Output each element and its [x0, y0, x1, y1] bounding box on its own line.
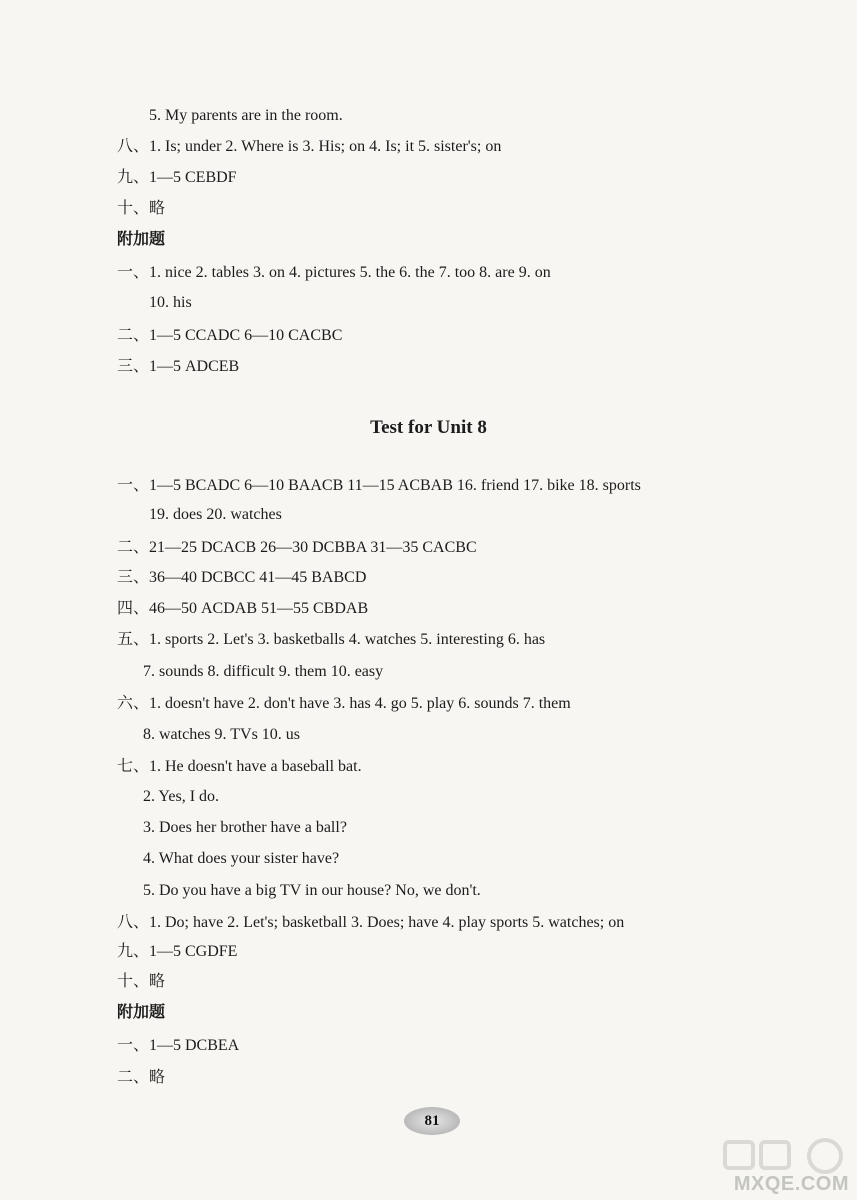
page-number: 81 — [404, 1107, 460, 1135]
answer-line: 四、46—50 ACDAB 51—55 CBDAB — [117, 600, 369, 617]
answer-line: 一、1. nice 2. tables 3. on 4. pictures 5. the 6. the 7. too 8. are 9. on — [117, 264, 551, 281]
answer-line: 七、1. He doesn't have a baseball bat. — [117, 758, 362, 775]
answer-line: 六、1. doesn't have 2. don't have 3. has 4. go 5. play 6. sounds 7. them — [117, 695, 571, 712]
answer-line: 三、36—40 DCBCC 41—45 BABCD — [117, 569, 367, 586]
answer-line: 3. Does her brother have a ball? — [143, 819, 347, 836]
answer-line: 二、21—25 DCACB 26—30 DCBBA 31—35 CACBC — [117, 539, 477, 556]
answer-line: 十、略 — [117, 973, 166, 990]
answer-line: 7. sounds 8. difficult 9. them 10. easy — [143, 663, 384, 680]
answer-line: 5. Do you have a big TV in our house? No, we don't. — [143, 882, 481, 899]
answer-line: 十、略 — [117, 200, 166, 217]
answer-line: 一、1—5 BCADC 6—10 BAACB 11—15 ACBAB 16. friend 17. bike 18. sports — [117, 477, 641, 494]
answer-line: 二、略 — [117, 1069, 166, 1086]
answer-line: 二、1—5 CCADC 6—10 CACBC — [117, 327, 343, 344]
answer-line: 九、1—5 CEBDF — [117, 169, 237, 186]
answer-line: 三、1—5 ADCEB — [117, 358, 240, 375]
answer-line: 九、1—5 CGDFE — [117, 943, 238, 960]
answer-line: 10. his — [149, 294, 192, 311]
answer-line: 19. does 20. watches — [149, 506, 282, 523]
answer-line: 4. What does your sister have? — [143, 850, 340, 867]
answer-line: 2. Yes, I do. — [143, 788, 220, 805]
answer-line: 五、1. sports 2. Let's 3. basketballs 4. watches 5. interesting 6. has — [117, 631, 546, 648]
bonus-heading: 附加题 — [117, 1004, 166, 1021]
watermark-text: MXQE.COM — [733, 1173, 849, 1195]
answer-line: 一、1—5 DCBEA — [117, 1037, 240, 1054]
answer-line: 八、1. Do; have 2. Let's; basketball 3. Does; have 4. play sports 5. watches; on — [117, 914, 625, 931]
section-title: Test for Unit 8 — [370, 417, 487, 438]
answer-line: 八、1. Is; under 2. Where is 3. His; on 4. Is; it 5. sister's; on — [117, 138, 502, 155]
answer-line: 5. My parents are in the room. — [149, 107, 343, 124]
bonus-heading: 附加题 — [117, 231, 166, 248]
answer-line: 8. watches 9. TVs 10. us — [143, 726, 301, 743]
